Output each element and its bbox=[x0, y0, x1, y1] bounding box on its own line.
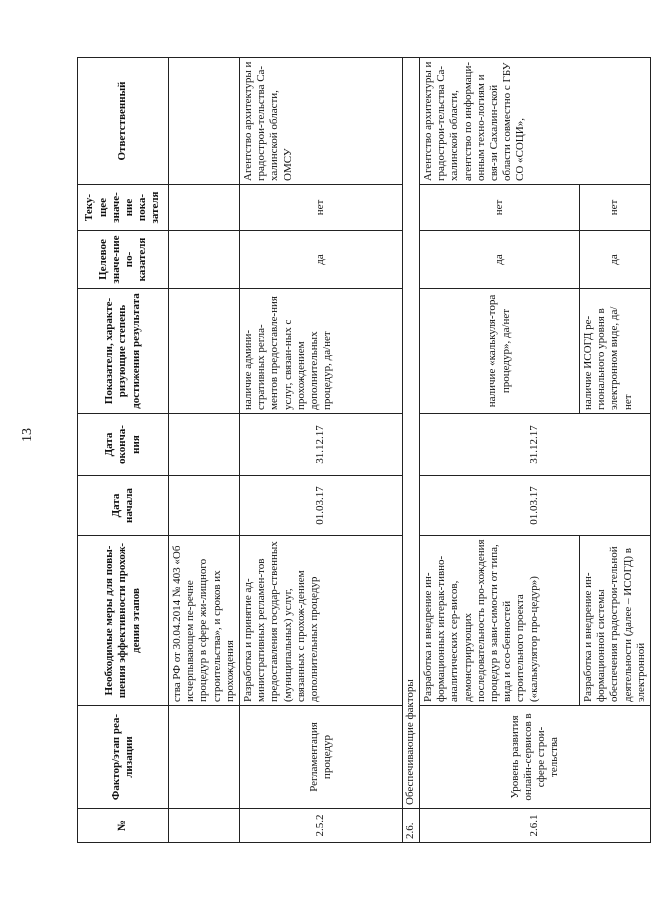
cell-responsible: Агентство архитектуры и градострои-тельства Са-халинской области, ОМСУ bbox=[240, 58, 403, 185]
cell-measures: ства РФ от 30.04.2014 № 403 «Об исчерпывающем пе-речне процедур в сфере жи-лищного строительства», и сроков их прохождения bbox=[169, 536, 240, 706]
cell-start bbox=[169, 476, 240, 536]
cell-current: нет bbox=[580, 185, 651, 231]
cell-factor: Уровень развития онлайн-сервисов в сфере строи-тельства bbox=[420, 706, 651, 809]
table-row-2-6-1 bbox=[420, 58, 580, 843]
header-num: № bbox=[78, 809, 169, 843]
header-current-value: Теку-щее значе-ние пока-зателя bbox=[78, 185, 169, 231]
cell-measures: Разработка и принятие ад-министративных регламен-тов предоставления государ-ственных (муниципальных) услуг, связанных с прохож-дением дополнительных процедур bbox=[240, 536, 403, 706]
header-measures: Необходимые меры для повы-шения эффективности прохож-дения этапов bbox=[78, 536, 169, 706]
cell-end: 31.12.17 bbox=[240, 414, 403, 476]
section-title: Обеспечивающие факторы bbox=[403, 58, 420, 809]
page-number: 13 bbox=[20, 428, 35, 442]
cell-current bbox=[169, 185, 240, 231]
cell-indicator: наличие админи-стративных регла-ментов предоставле-ния услуг, связан-ных с прохождением дополнительных процедур, да/нет bbox=[240, 289, 403, 414]
header-factor: Фактор/этап реа-лизации bbox=[78, 706, 169, 809]
cell-factor bbox=[169, 706, 240, 809]
cell-end: 31.12.17 bbox=[420, 414, 651, 476]
cell-responsible: Агентство архитектуры и градострои-тельства Са-халинской области, агентство по информаци-онным техно-логиям и свя-зи Сахалин-ской области совместно с ГБУ СО «СОЦИ», bbox=[420, 58, 651, 185]
cell-current: нет bbox=[240, 185, 403, 231]
cell-target: да bbox=[240, 231, 403, 289]
cell-end bbox=[169, 414, 240, 476]
cell-num: 2.5.2 bbox=[240, 809, 403, 843]
header-indicator: Показатели, характе-ризующие степень достижения результата bbox=[78, 289, 169, 414]
cell-start: 01.03.17 bbox=[240, 476, 403, 536]
cell-target: да bbox=[580, 231, 651, 289]
section-row-2-6 bbox=[403, 58, 420, 843]
header-end-date: Дата оконча-ния bbox=[78, 414, 169, 476]
rotated-table-container bbox=[77, 58, 647, 843]
cell-num bbox=[169, 809, 240, 843]
cell-num: 2.6.1 bbox=[420, 809, 651, 843]
table-row-continuation bbox=[169, 58, 240, 843]
cell-indicator bbox=[169, 289, 240, 414]
header-responsible: Ответственный bbox=[78, 58, 169, 185]
cell-indicator: наличие ИСОГД ре-гионального уровня в электронном виде, да/нет bbox=[580, 289, 651, 414]
cell-responsible bbox=[169, 58, 240, 185]
cell-target: да bbox=[420, 231, 580, 289]
cell-measures: Разработка и внедрение ин-формационной системы обеспечения градострои-тельной деятельности (далее – ИСОГД) в электронной bbox=[580, 536, 651, 706]
cell-start: 01.03.17 bbox=[420, 476, 651, 536]
cell-indicator: наличие «калькуля-тора процедур», да/нет bbox=[420, 289, 580, 414]
header-target-value: Целевое значе-ние по-казателя bbox=[78, 231, 169, 289]
cell-target bbox=[169, 231, 240, 289]
header-start-date: Дата начала bbox=[78, 476, 169, 536]
section-num: 2.6. bbox=[403, 809, 420, 843]
table-row-2-5-2 bbox=[240, 58, 403, 843]
cell-current: нет bbox=[420, 185, 580, 231]
header-row bbox=[78, 58, 169, 843]
measures-table bbox=[77, 57, 651, 843]
cell-measures: Разработка и внедрение ин-формационных интерак-тивно-аналитических сер-висов, демонстрирующих последовательность про-хождения процедур в зави-симости от типа, вида и осо-бенностей строительного проекта («калькулятор про-цедур») bbox=[420, 536, 580, 706]
cell-factor: Регламентация процедур bbox=[240, 706, 403, 809]
